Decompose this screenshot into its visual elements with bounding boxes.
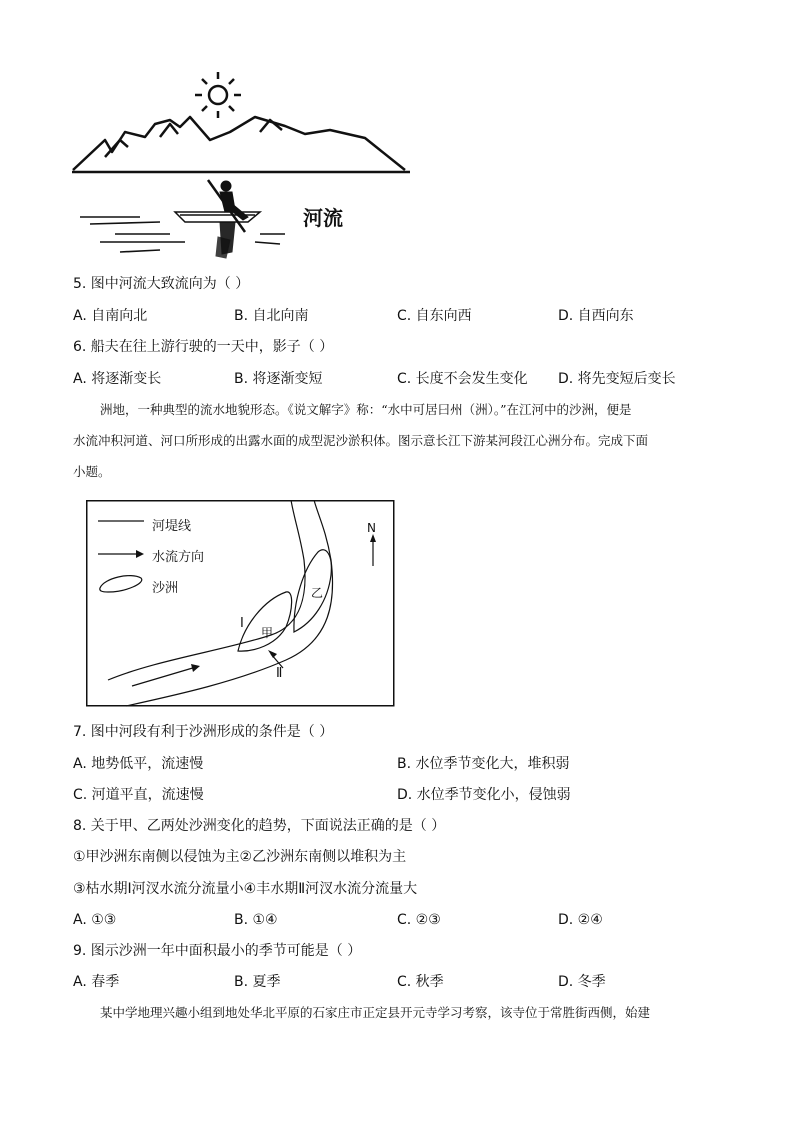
q6-option-d[interactable]: D. 将先变短后变长: [558, 371, 676, 387]
q7-option-a[interactable]: A. 地势低平，流速慢: [73, 756, 204, 772]
legend-levee-label: 河堤线: [152, 519, 192, 534]
passage-2-line-1: 某中学地理兴趣小组到地处华北平原的石家庄市正定县开元寺学习考察，该寺位于常胜街西侧，始建: [100, 1005, 651, 1020]
sandbar-jia-label: 甲: [261, 626, 274, 640]
q8-option-b[interactable]: B. ①④: [234, 912, 278, 928]
north-label: N: [367, 521, 376, 535]
q8-statement-1: ①甲沙洲东南侧以侵蚀为主②乙沙洲东南侧以堆积为主: [73, 849, 407, 865]
q7-option-c[interactable]: C. 河道平直，流速慢: [73, 787, 204, 803]
water-ripples: [80, 217, 285, 252]
river-scene-figure: [60, 62, 420, 272]
q7-option-d[interactable]: D. 水位季节变化小，侵蚀弱: [397, 787, 571, 803]
q8-option-a[interactable]: A. ①③: [73, 912, 117, 928]
river-label: 河流: [303, 206, 343, 230]
q5-option-b[interactable]: B. 自北向南: [234, 308, 309, 324]
channel-I-label: Ⅰ: [240, 616, 244, 631]
q8-option-d[interactable]: D. ②④: [558, 912, 603, 928]
channel-II-label: Ⅱ: [276, 666, 283, 681]
q5-option-a[interactable]: A. 自南向北: [73, 308, 148, 324]
q9-option-b[interactable]: B. 夏季: [234, 974, 281, 990]
mountains: [72, 117, 410, 172]
question-6-stem: 6. 船夫在往上游行驶的一天中，影子（ ）: [73, 339, 334, 355]
boatman-figure: [175, 180, 260, 258]
q6-option-c[interactable]: C. 长度不会发生变化: [397, 371, 528, 387]
q8-statement-2: ③枯水期Ⅰ河汊水流分流量小④丰水期Ⅱ河汊水流分流量大: [73, 881, 418, 897]
sandbar-map: [86, 500, 396, 708]
q9-option-c[interactable]: C. 秋季: [397, 974, 444, 990]
question-5-stem: 5. 图中河流大致流向为（ ）: [73, 276, 250, 292]
passage-1-line-2: 水流冲积河道、河口所形成的出露水面的成型泥沙淤积体。图示意长江下游某河段江心洲分布。完成下面: [73, 433, 649, 448]
legend-flow-label: 水流方向: [152, 550, 205, 565]
question-9-stem: 9. 图示沙洲一年中面积最小的季节可能是（ ）: [73, 943, 362, 959]
q6-option-a[interactable]: A. 将逐渐变长: [73, 371, 162, 387]
q9-option-d[interactable]: D. 冬季: [558, 974, 606, 990]
q6-option-b[interactable]: B. 将逐渐变短: [234, 371, 323, 387]
q8-option-c[interactable]: C. ②③: [397, 912, 441, 928]
q5-option-c[interactable]: C. 自东向西: [397, 308, 472, 324]
question-7-stem: 7. 图中河段有利于沙洲形成的条件是（ ）: [73, 724, 334, 740]
legend-sandbar-label: 沙洲: [152, 581, 179, 596]
q9-option-a[interactable]: A. 春季: [73, 974, 120, 990]
question-8-stem: 8. 关于甲、乙两处沙洲变化的趋势，下面说法正确的是（ ）: [73, 818, 446, 834]
passage-1-line-3: 小题。: [73, 464, 111, 479]
q7-option-b[interactable]: B. 水位季节变化大，堆积弱: [397, 756, 570, 772]
sun-icon: [195, 72, 241, 118]
passage-1-line-1: 洲地，一种典型的流水地貌形态。《说文解字》称：“水中可居曰州（洲）。”在江河中的沙洲，便是: [100, 402, 632, 417]
sandbar-yi-label: 乙: [311, 586, 324, 600]
q5-option-d[interactable]: D. 自西向东: [558, 308, 634, 324]
